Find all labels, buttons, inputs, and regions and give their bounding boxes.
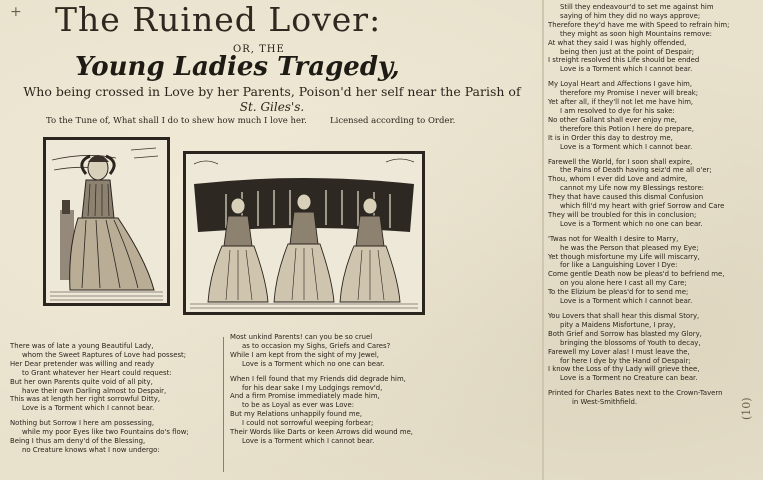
verse-column-3: [548, 3, 729, 407]
verse-line: whom the Sweet Raptures of Love had possest;: [22, 350, 187, 359]
verse-line: to Grant whatever her Heart could request:: [22, 368, 172, 377]
verse-line: he was the Person that pleased my Eye;: [560, 243, 699, 252]
verse-line: on you alone here I cast all my Care;: [560, 279, 687, 288]
verse-line: no Creature knows what I now undergo:: [22, 445, 160, 454]
verse-line: saying of him they did no ways approve;: [560, 11, 701, 20]
verse-line: I could not sorrowful weeping forbear;: [242, 419, 374, 428]
verse-line: There was of late a young Beautiful Lady,: [10, 342, 154, 350]
ballad-subtitle: Young Ladies Tragedy,: [75, 52, 400, 82]
verse-line: Love is a Torment no Creature can bear.: [560, 374, 698, 383]
verse-column-1: [10, 342, 189, 455]
verse-line: Farewell my Lover alas! I must leave the,: [548, 347, 690, 356]
verse-line: to be as Loyal as ever was Love:: [242, 401, 355, 410]
seated-lady-illustration: [46, 140, 167, 303]
verse-column-2: [230, 333, 413, 446]
verse-line: as to occasion my Sighs, Griefs and Cares?: [242, 341, 391, 350]
verse-line: But my Relations unhappily found me,: [230, 410, 363, 419]
verse-line: Come gentle Death now be pleas'd to befriend me,: [548, 270, 725, 279]
verse-line: for like a Languishing Lover I Dye:: [560, 261, 678, 270]
verse-line: You Lovers that shall hear this dismal Story,: [548, 312, 700, 320]
verse-line: It is in Order this day to destroy me,: [548, 133, 673, 142]
verse-line: Love is a Torment which no one can bear.: [560, 219, 703, 228]
verse-line: My Loyal Heart and Affections I gave him,: [548, 80, 693, 89]
verse-line: Love is a Torment which I cannot bear.: [560, 142, 693, 151]
licensed-line: Licensed according to Order.: [330, 116, 456, 126]
verse-line: Yet after all, if they'll not let me have him,: [548, 98, 694, 107]
verse-line: They will be troubled for this in conclusion;: [548, 210, 697, 219]
tune-line: To the Tune of, What shall I do to shew how much I love her.: [46, 116, 307, 126]
verse-line: Being I thus am deny'd of the Blessing,: [10, 437, 146, 446]
verse-line: Love is a Torment which I cannot bear.: [242, 436, 375, 445]
corner-mark: +: [10, 4, 22, 20]
verse-line: At what they said I was highly offended,: [548, 38, 687, 47]
verse-line: Thou, whom I ever did Love and admire,: [548, 175, 688, 184]
woodcut-three-ladies: [183, 151, 425, 315]
archive-stamp: (10): [740, 397, 753, 420]
verse-line: for his dear sake I my Lodgings remov'd,: [242, 383, 383, 392]
verse-line: Yet though misfortune my Life will miscarry,: [548, 252, 700, 261]
verse-line: while my poor Eyes like two Fountains do's flow;: [22, 428, 189, 437]
verse-line: Their Words like Darts or keen Arrows did wound me,: [230, 428, 413, 437]
description-line-2: St. Giles's.: [239, 100, 305, 114]
verse-line: When I fell found that my Friends did degrade him,: [230, 374, 406, 383]
verse-line: To the Elizium be pleas'd for to send me;: [548, 288, 689, 297]
verse-line: Her Dear pretender was willing and ready: [10, 359, 155, 368]
verse-line: cannot my Life now my Blessings restore:: [560, 184, 704, 193]
verse-line: which fill'd my heart with grief Sorrow and Care: [560, 202, 725, 211]
verse-line: Most unkind Parents! can you be so cruel: [230, 333, 373, 341]
verse-line: I know the Loss of thy Lady will grieve thee,: [548, 365, 700, 374]
verse-line: Love is a Torment which I cannot bear.: [560, 297, 693, 306]
column-divider: [223, 337, 224, 472]
verse-line: Still they endeavour'd to set me against him: [560, 3, 714, 11]
verse-line: they might as soon high Mountains remove:: [560, 29, 713, 38]
verse-line: for here I dye by the Hand of Despair;: [560, 356, 691, 365]
verse-line: 'Twas not for Wealth I desire to Marry,: [548, 234, 679, 243]
verse-line: This was at length her right sorrowful Ditty,: [10, 395, 161, 404]
or-the-label: OR, THE: [233, 44, 285, 55]
woodcut-seated-lady: [43, 137, 170, 306]
page-fold: [542, 0, 544, 480]
ballad-title: The Ruined Lover:: [55, 0, 382, 39]
verse-line: While I am kept from the sight of my Jewel,: [230, 350, 379, 359]
verse-line: But her own Parents quite void of all pity,: [10, 377, 153, 386]
verse-line: therefore my Promise I never will break;: [560, 89, 699, 98]
description-line-1: Who being crossed in Love by her Parents, Poison'd her self near the Parish of: [23, 84, 521, 99]
three-ladies-illustration: [186, 154, 422, 312]
verse-line: pity a Maidens Misfortune, I pray,: [560, 320, 676, 329]
verse-line: I streight resolved this Life should be ended: [548, 56, 700, 65]
verse-line: Therefore they'd have me with Speed to refrain him;: [548, 20, 730, 29]
verse-line: Both Grief and Sorrow has blasted my Glory,: [548, 329, 702, 338]
verse-line: And a firm Promise immediately made him,: [230, 392, 380, 401]
verse-line: have their own Darling almost to Despair,: [22, 386, 167, 395]
verse-line: Love is a Torment which I cannot bear.: [560, 65, 693, 74]
verse-line: bringing the blossoms of Youth to decay,: [560, 338, 701, 347]
verse-line: the Pains of Death having seiz'd me all o'er;: [560, 166, 712, 175]
verse-line: therefore this Potion I here do prepare,: [560, 124, 694, 133]
verse-line: Farewell the World, for I soon shall expire,: [548, 157, 693, 166]
verse-line: Love is a Torment which I cannot bear.: [22, 404, 155, 413]
verse-line: Nothing but Sorrow I here am possessing,: [10, 419, 155, 428]
verse-line: in West-Smithfield.: [572, 398, 638, 407]
verse-line: No other Gallant shall ever enjoy me,: [548, 115, 677, 124]
verse-line: Printed for Charles Bates next to the Crown-Tavern: [548, 389, 723, 398]
verse-line: being then just at the point of Despair;: [560, 47, 695, 56]
verse-line: I am resolved to dye for his sake:: [560, 106, 675, 115]
verse-line: They that have caused this dismal Confusion: [548, 193, 704, 202]
verse-line: Love is a Torment which no one can bear.: [242, 359, 385, 368]
